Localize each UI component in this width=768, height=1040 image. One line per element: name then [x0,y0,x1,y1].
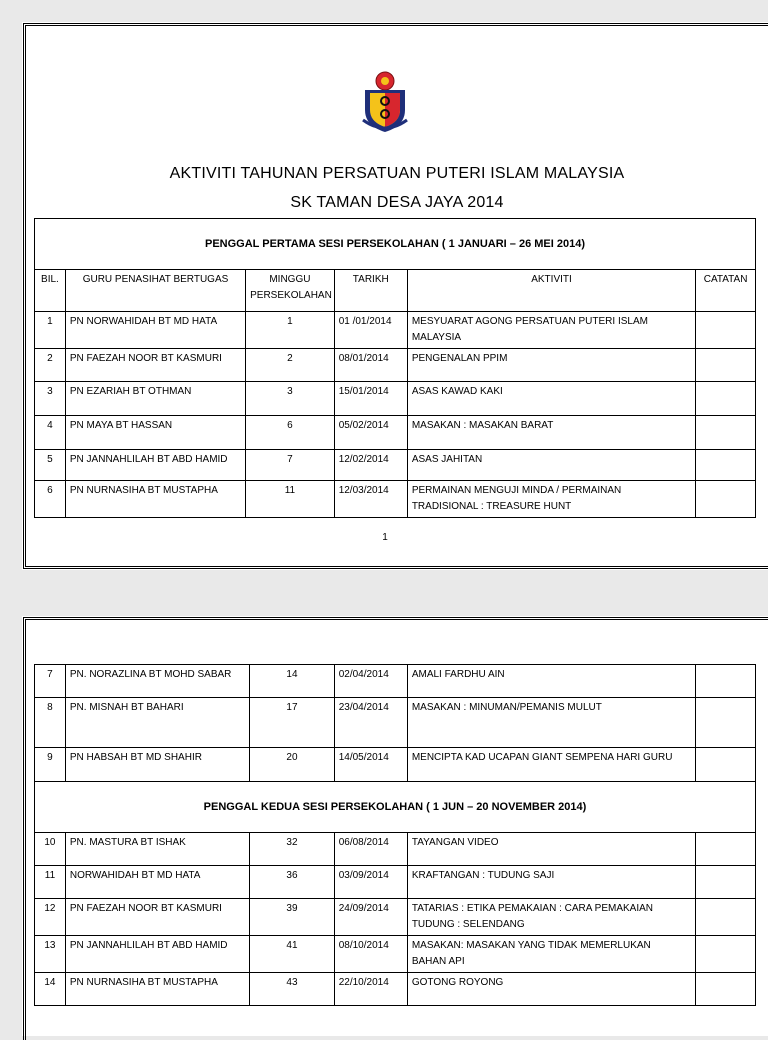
cell-tarikh: 23/04/2014 [334,698,407,748]
cell-tarikh: 22/10/2014 [334,973,407,1006]
table-row [35,973,756,1006]
cell-bil: 3 [35,382,66,416]
cell-guru: PN MAYA BT HASSAN [65,416,245,450]
cell-catatan [696,312,756,349]
cell-minggu: 14 [250,665,334,698]
cell-minggu: 11 [246,481,335,518]
col-guru: GURU PENASIHAT BERTUGAS [65,270,245,312]
activity-table-term1 [34,218,756,518]
cell-guru: PN HABSAH BT MD SHAHIR [65,748,249,782]
cell-guru: PN NORWAHIDAH BT MD HATA [65,312,245,349]
cell-guru: PN JANNAHLILAH BT ABD HAMID [65,936,249,973]
cell-tarikh: 14/05/2014 [334,748,407,782]
cell-tarikh: 06/08/2014 [334,833,407,866]
cell-tarikh: 15/01/2014 [334,382,407,416]
cell-catatan [696,382,756,416]
cell-aktiviti: AMALI FARDHU AIN [407,665,695,698]
cell-aktiviti: ASAS JAHITAN [407,450,695,481]
term-heading-row [35,219,756,270]
cell-guru: PN. NORAZLINA BT MOHD SABAR [65,665,249,698]
cell-aktiviti [407,899,695,936]
cell-catatan [696,665,756,698]
cell-minggu: 32 [250,833,334,866]
table-row [35,866,756,899]
term-heading-row [35,782,756,833]
cell-tarikh: 01 /01/2014 [334,312,407,349]
cell-bil: 7 [35,665,66,698]
cell-guru: PN. MASTURA BT ISHAK [65,833,249,866]
col-tarikh: TARIKH [334,270,407,312]
cell-minggu: 1 [246,312,335,349]
cell-minggu: 43 [250,973,334,1006]
aktiviti-line2: TRADISIONAL : TREASURE HUNT [411,501,572,512]
col-minggu [246,270,335,312]
col-minggu-line2: PERSEKOLAHAN [250,290,332,301]
table-row [35,481,756,518]
cell-bil: 1 [35,312,66,349]
cell-guru: PN JANNAHLILAH BT ABD HAMID [65,450,245,481]
aktiviti-line1: TATARIAS : ETIKA PEMAKAIAN : CARA PEMAKAIAN [411,903,653,914]
cell-aktiviti: TAYANGAN VIDEO [407,833,695,866]
aktiviti-line2: TUDUNG : SELENDANG [411,919,525,930]
table-row [35,665,756,698]
cell-minggu: 3 [246,382,335,416]
col-aktiviti: AKTIVITI [407,270,695,312]
cell-aktiviti [407,481,695,518]
cell-guru: NORWAHIDAH BT MD HATA [65,866,249,899]
cell-guru: PN EZARIAH BT OTHMAN [65,382,245,416]
col-catatan: CATATAN [696,270,756,312]
school-crest-logo [360,70,410,134]
cell-aktiviti: KRAFTANGAN : TUDUNG SAJI [407,866,695,899]
cell-bil: 14 [35,973,66,1006]
school-name: SK TAMAN DESA JAYA 2014 [290,194,504,211]
cell-minggu: 36 [250,866,334,899]
cell-catatan [696,748,756,782]
cell-tarikh: 02/04/2014 [334,665,407,698]
cell-minggu: 39 [250,899,334,936]
cell-minggu: 7 [246,450,335,481]
cell-guru: PN FAEZAH NOOR BT KASMURI [65,899,249,936]
table-header-row [35,270,756,312]
cell-guru: PN NURNASIHA BT MUSTAPHA [65,481,245,518]
cell-bil: 9 [35,748,66,782]
cell-bil: 10 [35,833,66,866]
aktiviti-line1: MESYUARAT AGONG PERSATUAN PUTERI ISLAM [411,316,648,327]
document-page-1 [22,22,768,570]
aktiviti-line2: BAHAN API [411,956,465,967]
cell-aktiviti: MASAKAN : MINUMAN/PEMANIS MULUT [407,698,695,748]
cell-bil: 11 [35,866,66,899]
table-row [35,382,756,416]
cell-aktiviti: GOTONG ROYONG [407,973,695,1006]
cell-minggu: 6 [246,416,335,450]
cell-catatan [696,833,756,866]
table-row [35,416,756,450]
cell-catatan [696,349,756,382]
cell-catatan [696,698,756,748]
cell-bil: 12 [35,899,66,936]
cell-aktiviti [407,312,695,349]
cell-bil: 6 [35,481,66,518]
cell-bil: 5 [35,450,66,481]
cell-bil: 2 [35,349,66,382]
table-row [35,450,756,481]
term1-heading: PENGGAL PERTAMA SESI PERSEKOLAHAN ( 1 JANUARI – 26 MEI 2014) [35,219,756,270]
cell-aktiviti: MENCIPTA KAD UCAPAN GIANT SEMPENA HARI GURU [407,748,695,782]
cell-catatan [696,416,756,450]
cell-tarikh: 03/09/2014 [334,866,407,899]
aktiviti-line1: MASAKAN: MASAKAN YANG TIDAK MEMERLUKAN [411,940,651,951]
cell-bil: 13 [35,936,66,973]
document-page-2 [22,616,768,1036]
activity-table-continued [34,664,756,1006]
table-row [35,833,756,866]
cell-tarikh: 12/03/2014 [334,481,407,518]
cell-tarikh: 12/02/2014 [334,450,407,481]
cell-tarikh: 05/02/2014 [334,416,407,450]
term2-heading: PENGGAL KEDUA SESI PERSEKOLAHAN ( 1 JUN – 20 NOVEMBER 2014) [35,782,756,833]
table-row [35,748,756,782]
cell-bil: 4 [35,416,66,450]
cell-tarikh: 08/10/2014 [334,936,407,973]
table-row [35,312,756,349]
cell-catatan [696,899,756,936]
cell-aktiviti: ASAS KAWAD KAKI [407,382,695,416]
cell-aktiviti [407,936,695,973]
cell-catatan [696,973,756,1006]
table-row [35,698,756,748]
col-bil: BIL. [35,270,66,312]
cell-guru: PN. MISNAH BT BAHARI [65,698,249,748]
aktiviti-line2: MALAYSIA [411,332,462,343]
cell-minggu: 20 [250,748,334,782]
document-title: AKTIVITI TAHUNAN PERSATUAN PUTERI ISLAM MALAYSIA [169,165,625,182]
page-number: 1 [382,532,388,543]
cell-catatan [696,450,756,481]
cell-catatan [696,866,756,899]
cell-aktiviti: PENGENALAN PPIM [407,349,695,382]
cell-tarikh: 08/01/2014 [334,349,407,382]
cell-tarikh: 24/09/2014 [334,899,407,936]
cell-catatan [696,481,756,518]
cell-guru: PN FAEZAH NOOR BT KASMURI [65,349,245,382]
table-row [35,899,756,936]
table-row [35,349,756,382]
aktiviti-line1: PERMAINAN MENGUJI MINDA / PERMAINAN [411,485,622,496]
cell-minggu: 2 [246,349,335,382]
cell-minggu: 41 [250,936,334,973]
cell-bil: 8 [35,698,66,748]
table-row [35,936,756,973]
col-minggu-line1: MINGGU [269,274,311,285]
cell-aktiviti: MASAKAN : MASAKAN BARAT [407,416,695,450]
cell-minggu: 17 [250,698,334,748]
cell-catatan [696,936,756,973]
cell-guru: PN NURNASIHA BT MUSTAPHA [65,973,249,1006]
